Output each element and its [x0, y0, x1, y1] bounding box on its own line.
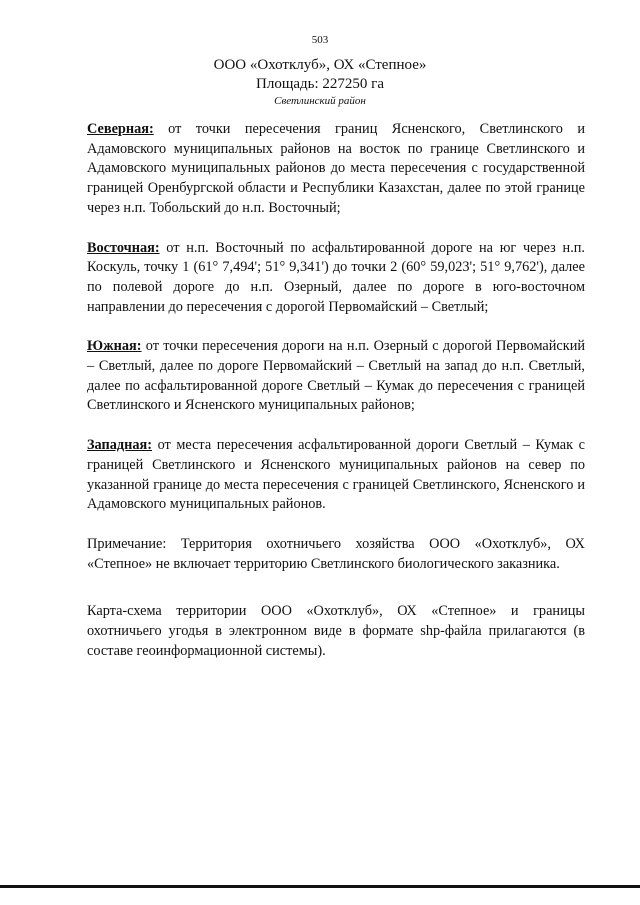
- boundary-north: [87, 120, 585, 219]
- organization-title: ООО «Охотклуб», ОХ «Степное»: [213, 57, 427, 73]
- boundary-west: [87, 436, 585, 515]
- district-name: Светлинский район: [274, 95, 366, 107]
- document-header: [0, 56, 640, 108]
- map-attachment-note: Карта-схема территории ООО «Охотклуб», ОХ «Степное» и границы охотничьего угодья в электронном виде в формате shp-файла прилагаются (в составе геоинформационной системы).: [87, 603, 585, 659]
- boundary-south: [87, 337, 585, 416]
- boundary-label: Восточная:: [87, 239, 160, 256]
- boundary-text: от точки пересечения дороги на н.п. Озерный с дорогой Первомайский – Светлый, далее по дороге Первомайский – Светлый на запад до н.п. Светлый, далее по асфальтированной дороге Светлый – Кумак до пересечения с границей Светлинского и Ясненского муниципальных районов;: [87, 338, 585, 414]
- boundary-label: Западная:: [87, 437, 153, 454]
- bottom-rule: [0, 885, 640, 888]
- boundary-text: от н.п. Восточный по асфальтированной дороге на юг через н.п. Коскуль, точку 1 (61° 7,494'; 51° 9,341') до точки 2 (60° 59,023'; 51° 9,762'), далее по полевой дороге до н.п. Озерный, далее по дороге в юго-восточном направлении до пересечения с дорогой Первомайский – Светлый;: [87, 239, 585, 315]
- page-number: 503: [311, 34, 329, 46]
- boundary-east: [87, 239, 585, 318]
- boundary-text: от места пересечения асфальтированной дороги Светлый – Кумак с границей Светлинского и Ясненского муниципальных районов на север по указанной границе до места пересечения с границей Светлинского, Ясненского и Адамовского муниципальных районов.: [87, 437, 585, 513]
- boundary-label: Северная:: [87, 121, 154, 137]
- exclusion-note: Примечание: Территория охотничьего хозяйства ООО «Охотклуб», ОХ «Степное» не включает территорию Светлинского биологического заказника.: [87, 535, 585, 572]
- document-body: [87, 120, 585, 681]
- boundary-label: Южная:: [87, 338, 142, 355]
- area-line: Площадь: 227250 га: [256, 76, 384, 92]
- boundary-text: от точки пересечения границ Ясненского, Светлинского и Адамовского муниципальных районов на восток по границе Светлинского и Адамовского муниципальных районов до места пересечения с государственной границей Оренбургской области и Республики Казахстан, далее по этой границе через н.п. Тобольский до н.п. Восточный;: [87, 121, 585, 216]
